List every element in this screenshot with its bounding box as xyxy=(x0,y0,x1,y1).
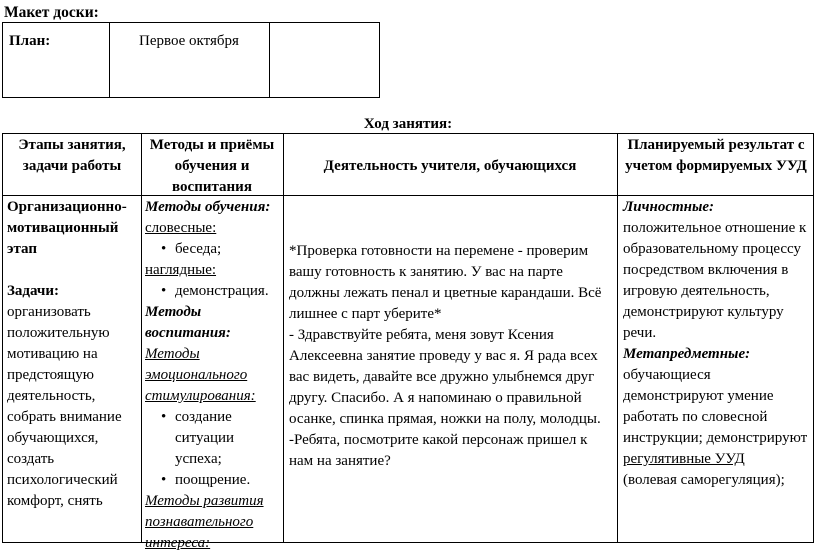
plan-table xyxy=(2,22,380,98)
upbringing-methods-label: Методы воспитания: xyxy=(145,304,231,341)
activity-text: *Проверка готовности на перемене - проверим вашу готовность к занятию. У вас на парте должны лежать пенал и цветные карандаши. Всё лишнее с парт уберите* - Здравствуйте ребята, меня зовут Ксения Алексеевна занятие проведу у вас я. Я рада всех вас видеть, давайте все дружно улыбнемся друг другу. Спасибо. А я напоминаю о правильной осанке, спинка прямая, ножки на полу, молодцы. -Ребята, посмотрите какой персонаж пришел к нам на занятие? xyxy=(289,243,602,469)
plan-label: План: xyxy=(9,33,51,49)
regulatory-link: регулятивные УУД xyxy=(623,451,745,467)
tasks-text: организовать положительную мотивацию на предстоящую деятельность, собрать внимание обучающихся, создать психологический комфорт, снять xyxy=(7,304,122,509)
visual-label: наглядные: xyxy=(145,262,217,278)
plan-divider xyxy=(269,23,270,97)
header-methods: Методы и приёмы обучения и воспитания xyxy=(149,137,275,195)
meta-results-label: Метапредметные: xyxy=(623,346,751,362)
methods-cell xyxy=(145,197,281,554)
stage-cell xyxy=(7,197,137,512)
emotional-item: • поощрение. xyxy=(175,470,281,491)
board-title: Макет доски: xyxy=(4,4,99,21)
lesson-title: Ход занятия: xyxy=(363,116,453,132)
interest-methods-label: Методы развития познавательного интереса: xyxy=(145,493,264,551)
verbal-label: словесные: xyxy=(145,220,217,236)
results-cell xyxy=(623,197,813,491)
teaching-methods-label: Методы обучения: xyxy=(145,199,271,215)
emotional-methods-label: Методы эмоционального стимулирования: xyxy=(145,346,256,404)
tasks-label: Задачи: xyxy=(7,283,60,299)
visual-item: • демонстрация. xyxy=(175,281,281,302)
header-activity: Деятельность учителя, обучающихся xyxy=(323,158,577,174)
lesson-table xyxy=(2,133,814,551)
verbal-item: • беседа; xyxy=(175,239,281,260)
meta-results-text: обучающиеся демонстрируют умение работать по словесной инструкции; демонстрируют xyxy=(623,367,808,446)
plan-divider xyxy=(109,23,110,97)
header-results: Планируемый результат с учетом формируемых УУД xyxy=(625,137,807,174)
personal-results-label: Личностные: xyxy=(623,199,715,215)
header-divider xyxy=(3,195,813,196)
header-stages: Этапы занятия, задачи работы xyxy=(18,137,126,174)
stage-name: Организационно-мотивационный этап xyxy=(7,199,127,257)
emotional-item: • создание ситуации успеха; xyxy=(175,407,281,470)
plan-date: Первое октября xyxy=(139,33,239,49)
personal-results-text: положительное отношение к образовательному процессу посредством включения в игровую деятельность, демонстрируют культуру речи. xyxy=(623,220,807,341)
regulatory-note: (волевая саморегуляция); xyxy=(623,472,785,488)
